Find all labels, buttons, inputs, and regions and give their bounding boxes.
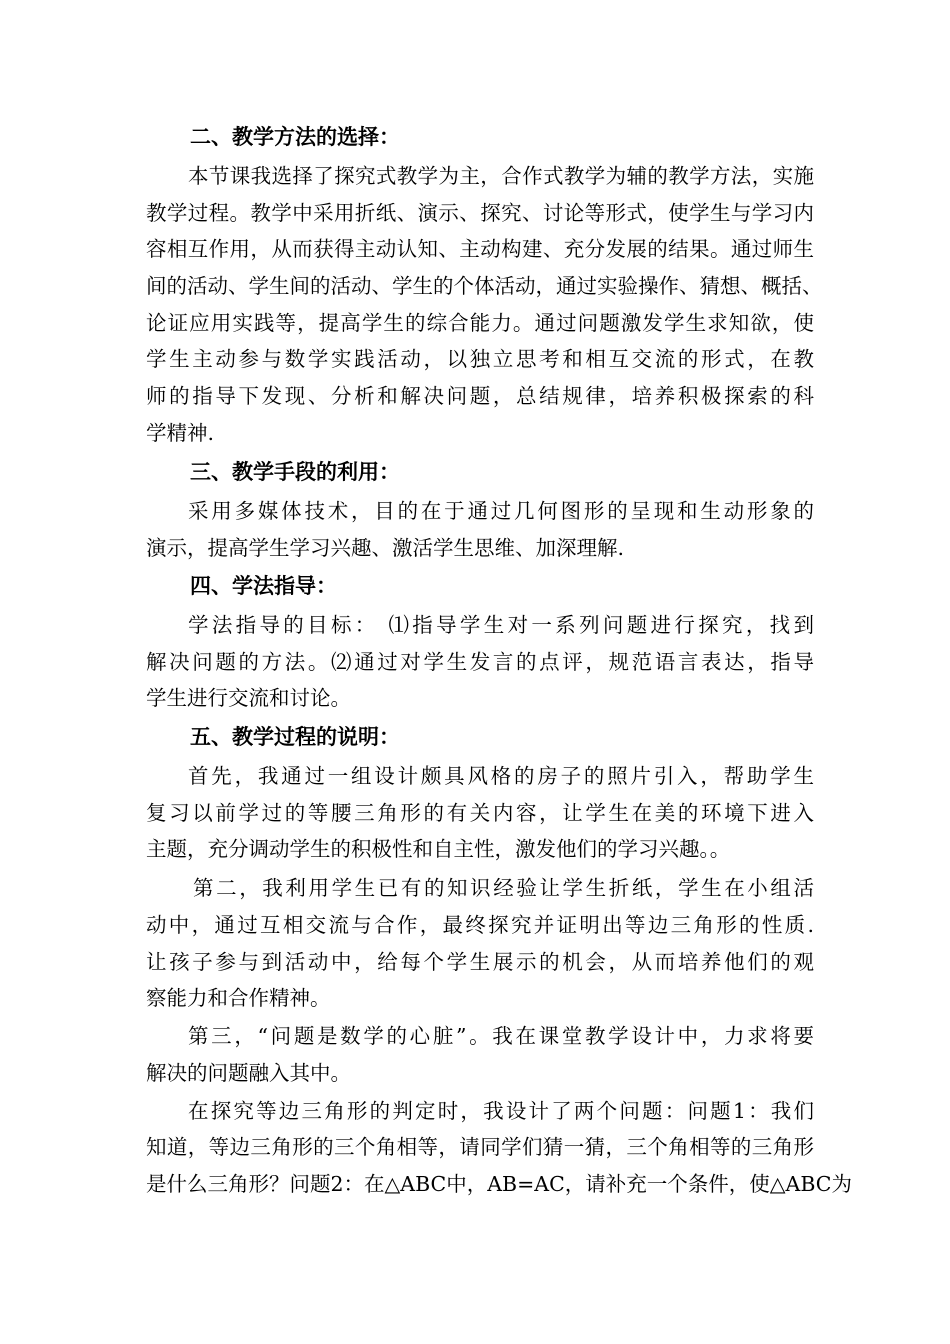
section-heading-teaching-method: 二、教学方法的选择： xyxy=(190,125,400,149)
section-heading-teaching-means: 三、教学手段的利用： xyxy=(190,460,400,484)
paragraph-line: 学生主动参与数学实践活动，以独立思考和相互交流的形式，在教 xyxy=(146,347,814,371)
paragraph-line: 演示，提高学生学习兴趣、激活学生思维、加深理解. xyxy=(146,536,625,560)
paragraph-line: 师的指导下发现、分析和解决问题，总结规律，培养积极探索的科 xyxy=(146,384,814,408)
paragraph-line: 在探究等边三角形的判定时，我设计了两个问题：问题1：我们 xyxy=(188,1099,814,1123)
paragraph-line: 学法指导的目标： ⑴指导学生对一系列问题进行探究，找到 xyxy=(188,613,814,637)
paragraph-line: 让孩子参与到活动中，给每个学生展示的机会，从而培养他们的观 xyxy=(146,950,814,974)
paragraph-line: 解决问题的方法。⑵通过对学生发言的点评，规范语言表达，指导 xyxy=(146,650,814,674)
paragraph-line: 论证应用实践等，提高学生的综合能力。通过问题激发学生求知欲，使 xyxy=(146,311,814,335)
paragraph-line: 察能力和合作精神。 xyxy=(146,986,331,1010)
paragraph-line: 学精神. xyxy=(146,421,215,445)
paragraph-line: 本节课我选择了探究式教学为主，合作式教学为辅的教学方法，实施 xyxy=(188,164,814,188)
paragraph-line: 第三，“问题是数学的心脏”。我在课堂教学设计中，力求将要 xyxy=(188,1024,814,1048)
paragraph-line: 复习以前学过的等腰三角形的有关内容，让学生在美的环境下进入 xyxy=(146,801,814,825)
paragraph-line: 动中，通过互相交流与合作，最终探究并证明出等边三角形的性质. xyxy=(146,913,814,937)
paragraph-line: 间的活动、学生间的活动、学生的个体活动，通过实验操作、猜想、概括、 xyxy=(146,274,823,298)
paragraph-line: 学生进行交流和讨论。 xyxy=(146,686,351,710)
paragraph-line: 解决的问题融入其中。 xyxy=(146,1061,351,1085)
paragraph-line: 容相互作用，从而获得主动认知、主动构建、充分发展的结果。通过师生 xyxy=(146,237,814,261)
paragraph-line: 知道，等边三角形的三个角相等，请同学们猜一猜，三个角相等的三角形 xyxy=(146,1135,814,1159)
paragraph-line: 第二，我利用学生已有的知识经验让学生折纸，学生在小组活 xyxy=(193,876,814,900)
paragraph-line: 首先，我通过一组设计颇具风格的房子的照片引入，帮助学生 xyxy=(188,764,814,788)
paragraph-line: 主题，充分调动学生的积极性和自主性，激发他们的学习兴趣。。 xyxy=(146,837,731,861)
paragraph-line: 教学过程。教学中采用折纸、演示、探究、讨论等形式，使学生与学习内 xyxy=(146,201,814,225)
section-heading-teaching-process: 五、教学过程的说明： xyxy=(190,725,400,749)
paragraph-line: 采用多媒体技术，目的在于通过几何图形的呈现和生动形象的 xyxy=(188,499,814,523)
paragraph-line: 是什么三角形？问题2：在△ABC中，AB=AC，请补充一个条件，使△ABC为 xyxy=(146,1172,852,1196)
section-heading-study-guidance: 四、学法指导： xyxy=(190,574,337,598)
